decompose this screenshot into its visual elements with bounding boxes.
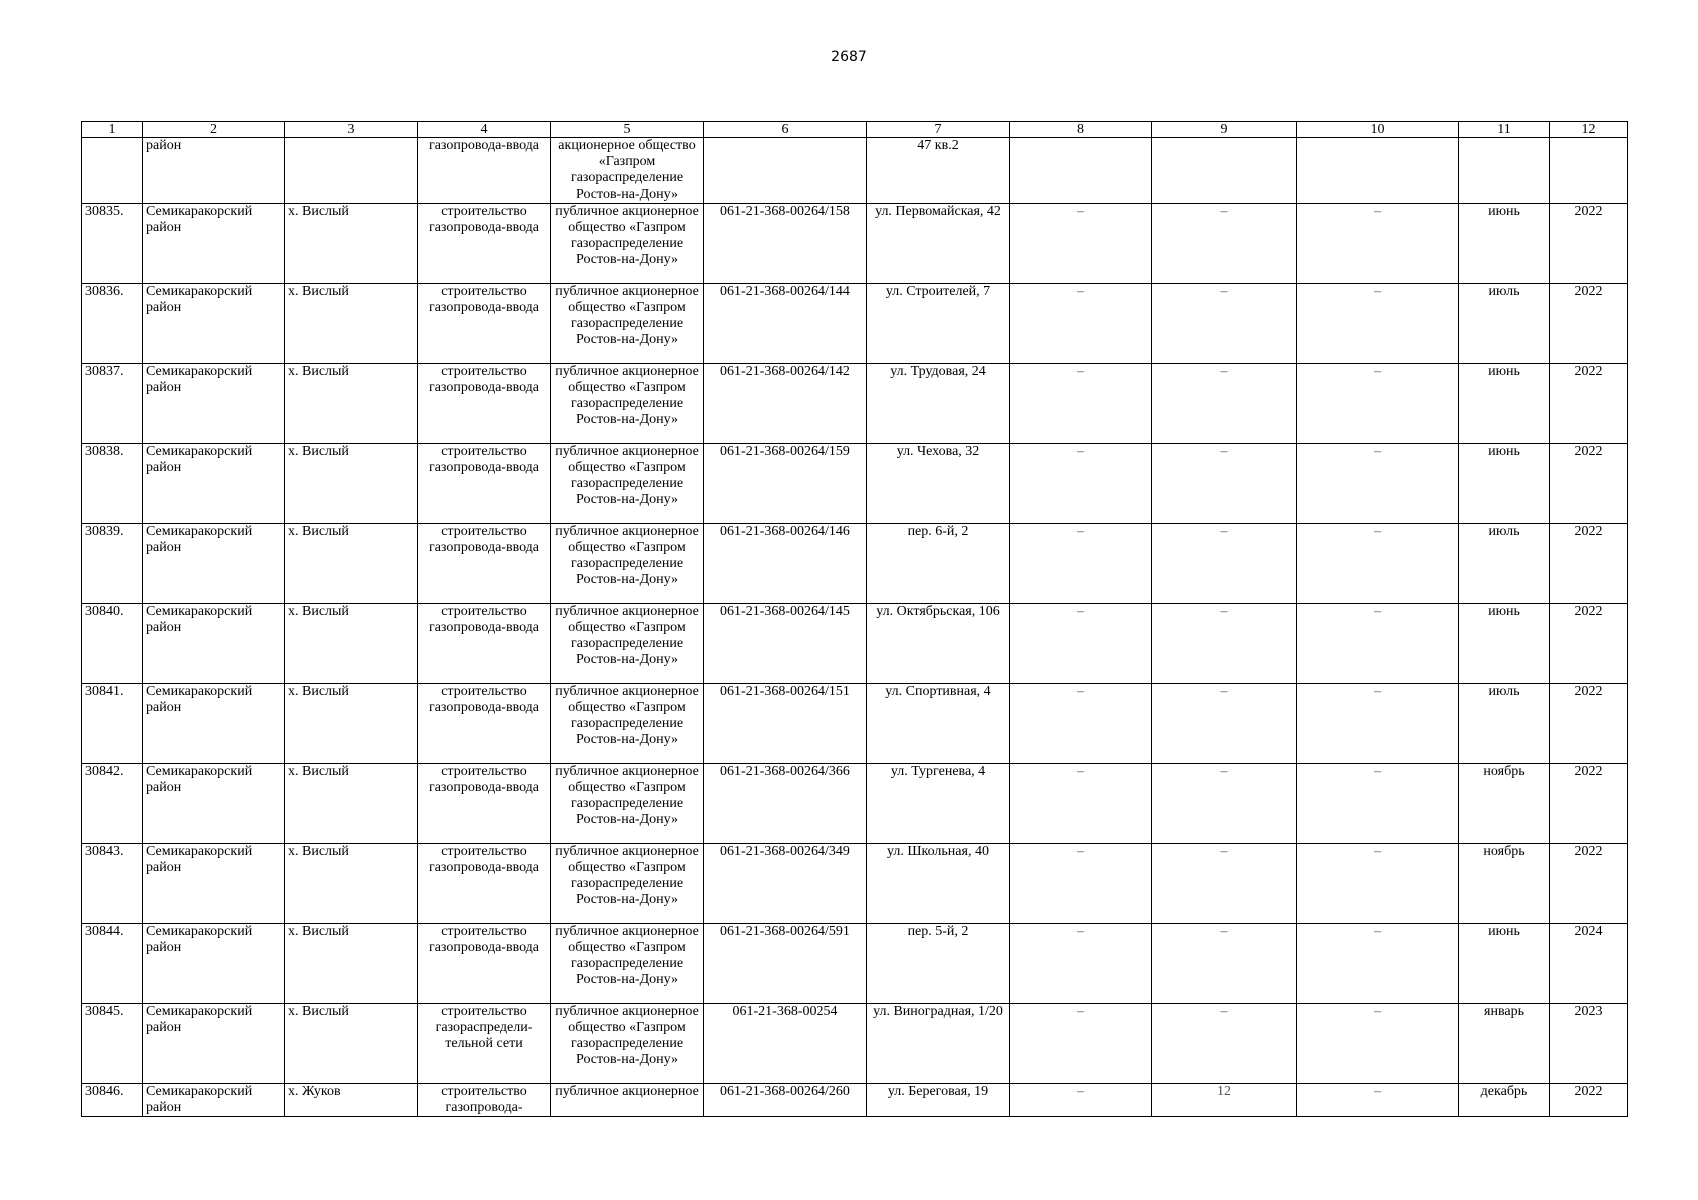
table-row xyxy=(82,843,1628,923)
table-row xyxy=(82,443,1628,523)
cell-num: 30839. xyxy=(82,523,143,603)
cell-work: строительство газопровода-ввода xyxy=(418,843,551,923)
cell-year: 2022 xyxy=(1550,1083,1628,1116)
cell-district: Семикаракорский район xyxy=(143,1083,285,1116)
cell-col8: – xyxy=(1010,363,1152,443)
cell-district: Семикаракорский район xyxy=(143,363,285,443)
cell-num: 30845. xyxy=(82,1003,143,1083)
cell-district: Семикаракорский район xyxy=(143,843,285,923)
cell-work: строительство газопровода-ввода xyxy=(418,283,551,363)
cell-col9 xyxy=(1152,138,1297,204)
table-row xyxy=(82,1083,1628,1116)
cell-month: ноябрь xyxy=(1459,843,1550,923)
cell-settlement: х. Вислый xyxy=(285,843,418,923)
column-header: 7 xyxy=(867,122,1010,138)
cell-year: 2022 xyxy=(1550,443,1628,523)
cell-col9: – xyxy=(1152,683,1297,763)
cell-address: ул. Школьная, 40 xyxy=(867,843,1010,923)
cell-code: 061-21-368-00264/591 xyxy=(704,923,867,1003)
cell-work: газопровода-ввода xyxy=(418,138,551,204)
cell-col10: – xyxy=(1297,763,1459,843)
cell-month: январь xyxy=(1459,1003,1550,1083)
cell-year: 2022 xyxy=(1550,363,1628,443)
cell-work: строительство газопровода- xyxy=(418,1083,551,1116)
cell-col10 xyxy=(1297,138,1459,204)
cell-district: Семикаракорский район xyxy=(143,763,285,843)
cell-settlement xyxy=(285,138,418,204)
cell-work: строительство газопровода-ввода xyxy=(418,363,551,443)
cell-operator: акционерное общество «Газпром газораспределение Ростов-на-Дону» xyxy=(551,138,704,204)
cell-address: пер. 5-й, 2 xyxy=(867,923,1010,1003)
cell-col10: – xyxy=(1297,1003,1459,1083)
cell-code: 061-21-368-00264/146 xyxy=(704,523,867,603)
table-row xyxy=(82,203,1628,283)
cell-address: ул. Трудовая, 24 xyxy=(867,363,1010,443)
cell-settlement: х. Вислый xyxy=(285,923,418,1003)
cell-operator: публичное акционерное xyxy=(551,1083,704,1116)
cell-operator: публичное акционерное общество «Газпром газораспределение Ростов-на-Дону» xyxy=(551,923,704,1003)
cell-col10: – xyxy=(1297,683,1459,763)
cell-col8: – xyxy=(1010,443,1152,523)
cell-operator: публичное акционерное общество «Газпром газораспределение Ростов-на-Дону» xyxy=(551,603,704,683)
cell-col9: 12 xyxy=(1152,1083,1297,1116)
cell-col9: – xyxy=(1152,843,1297,923)
cell-month: июль xyxy=(1459,683,1550,763)
cell-operator: публичное акционерное общество «Газпром газораспределение Ростов-на-Дону» xyxy=(551,683,704,763)
cell-col10: – xyxy=(1297,363,1459,443)
cell-address: ул. Чехова, 32 xyxy=(867,443,1010,523)
cell-district: Семикаракорский район xyxy=(143,683,285,763)
cell-year: 2023 xyxy=(1550,1003,1628,1083)
cell-code xyxy=(704,138,867,204)
cell-code: 061-21-368-00264/366 xyxy=(704,763,867,843)
cell-year: 2024 xyxy=(1550,923,1628,1003)
cell-address: ул. Октябрьская, 106 xyxy=(867,603,1010,683)
cell-col10: – xyxy=(1297,843,1459,923)
cell-col8: – xyxy=(1010,923,1152,1003)
column-header: 2 xyxy=(143,122,285,138)
cell-month: июнь xyxy=(1459,363,1550,443)
cell-col9: – xyxy=(1152,1003,1297,1083)
cell-col10: – xyxy=(1297,283,1459,363)
cell-col10: – xyxy=(1297,1083,1459,1116)
cell-col8: – xyxy=(1010,283,1152,363)
cell-settlement: х. Вислый xyxy=(285,443,418,523)
column-header: 9 xyxy=(1152,122,1297,138)
cell-code: 061-21-368-00254 xyxy=(704,1003,867,1083)
cell-col10: – xyxy=(1297,203,1459,283)
cell-district: район xyxy=(143,138,285,204)
cell-code: 061-21-368-00264/260 xyxy=(704,1083,867,1116)
page-number: 2687 xyxy=(831,49,867,65)
cell-year: 2022 xyxy=(1550,843,1628,923)
cell-settlement: х. Вислый xyxy=(285,603,418,683)
cell-month xyxy=(1459,138,1550,204)
cell-operator: публичное акционерное общество «Газпром газораспределение Ростов-на-Дону» xyxy=(551,1003,704,1083)
cell-work: строительство газораспредели-тельной сети xyxy=(418,1003,551,1083)
cell-operator: публичное акционерное общество «Газпром газораспределение Ростов-на-Дону» xyxy=(551,523,704,603)
cell-work: строительство газопровода-ввода xyxy=(418,203,551,283)
table-row xyxy=(82,763,1628,843)
cell-address: пер. 6-й, 2 xyxy=(867,523,1010,603)
cell-district: Семикаракорский район xyxy=(143,203,285,283)
cell-operator: публичное акционерное общество «Газпром газораспределение Ростов-на-Дону» xyxy=(551,363,704,443)
cell-operator: публичное акционерное общество «Газпром газораспределение Ростов-на-Дону» xyxy=(551,843,704,923)
cell-col8: – xyxy=(1010,763,1152,843)
cell-operator: публичное акционерное общество «Газпром газораспределение Ростов-на-Дону» xyxy=(551,443,704,523)
cell-operator: публичное акционерное общество «Газпром газораспределение Ростов-на-Дону» xyxy=(551,763,704,843)
column-number-row xyxy=(82,122,1628,138)
cell-year: 2022 xyxy=(1550,763,1628,843)
cell-num: 30837. xyxy=(82,363,143,443)
column-header: 1 xyxy=(82,122,143,138)
cell-settlement: х. Вислый xyxy=(285,203,418,283)
cell-year: 2022 xyxy=(1550,683,1628,763)
cell-num: 30838. xyxy=(82,443,143,523)
column-header: 5 xyxy=(551,122,704,138)
cell-address: ул. Тургенева, 4 xyxy=(867,763,1010,843)
cell-settlement: х. Жуков xyxy=(285,1083,418,1116)
cell-col8: – xyxy=(1010,843,1152,923)
cell-district: Семикаракорский район xyxy=(143,443,285,523)
cell-year xyxy=(1550,138,1628,204)
cell-code: 061-21-368-00264/144 xyxy=(704,283,867,363)
cell-code: 061-21-368-00264/158 xyxy=(704,203,867,283)
cell-settlement: х. Вислый xyxy=(285,363,418,443)
cell-col10: – xyxy=(1297,603,1459,683)
table-row xyxy=(82,523,1628,603)
column-header: 4 xyxy=(418,122,551,138)
cell-col8: – xyxy=(1010,1003,1152,1083)
cell-num: 30844. xyxy=(82,923,143,1003)
cell-num: 30843. xyxy=(82,843,143,923)
cell-operator: публичное акционерное общество «Газпром газораспределение Ростов-на-Дону» xyxy=(551,203,704,283)
cell-code: 061-21-368-00264/349 xyxy=(704,843,867,923)
cell-work: строительство газопровода-ввода xyxy=(418,763,551,843)
column-header: 12 xyxy=(1550,122,1628,138)
cell-settlement: х. Вислый xyxy=(285,523,418,603)
cell-col9: – xyxy=(1152,203,1297,283)
column-header: 11 xyxy=(1459,122,1550,138)
cell-work: строительство газопровода-ввода xyxy=(418,603,551,683)
cell-code: 061-21-368-00264/159 xyxy=(704,443,867,523)
cell-year: 2022 xyxy=(1550,203,1628,283)
cell-col8: – xyxy=(1010,203,1152,283)
column-header: 6 xyxy=(704,122,867,138)
cell-col10: – xyxy=(1297,443,1459,523)
cell-col8: – xyxy=(1010,683,1152,763)
cell-col9: – xyxy=(1152,603,1297,683)
cell-month: июль xyxy=(1459,283,1550,363)
table-row xyxy=(82,1003,1628,1083)
cell-num: 30842. xyxy=(82,763,143,843)
cell-operator: публичное акционерное общество «Газпром газораспределение Ростов-на-Дону» xyxy=(551,283,704,363)
cell-year: 2022 xyxy=(1550,603,1628,683)
cell-col10: – xyxy=(1297,923,1459,1003)
cell-col9: – xyxy=(1152,443,1297,523)
cell-settlement: х. Вислый xyxy=(285,763,418,843)
cell-col8: – xyxy=(1010,603,1152,683)
cell-num: 30846. xyxy=(82,1083,143,1116)
cell-num xyxy=(82,138,143,204)
table-row xyxy=(82,923,1628,1003)
column-header: 3 xyxy=(285,122,418,138)
cell-month: июнь xyxy=(1459,203,1550,283)
cell-district: Семикаракорский район xyxy=(143,1003,285,1083)
cell-col8: – xyxy=(1010,523,1152,603)
column-header: 10 xyxy=(1297,122,1459,138)
register-table xyxy=(81,121,1628,1117)
cell-col9: – xyxy=(1152,763,1297,843)
table-row xyxy=(82,363,1628,443)
cell-month: июнь xyxy=(1459,923,1550,1003)
cell-num: 30836. xyxy=(82,283,143,363)
table-row xyxy=(82,603,1628,683)
cell-address: ул. Первомайская, 42 xyxy=(867,203,1010,283)
cell-code: 061-21-368-00264/145 xyxy=(704,603,867,683)
cell-address: ул. Строителей, 7 xyxy=(867,283,1010,363)
cell-col9: – xyxy=(1152,283,1297,363)
cell-district: Семикаракорский район xyxy=(143,523,285,603)
cell-settlement: х. Вислый xyxy=(285,1003,418,1083)
cell-district: Семикаракорский район xyxy=(143,283,285,363)
cell-month: декабрь xyxy=(1459,1083,1550,1116)
cell-month: июль xyxy=(1459,523,1550,603)
cell-code: 061-21-368-00264/151 xyxy=(704,683,867,763)
cell-code: 061-21-368-00264/142 xyxy=(704,363,867,443)
cell-district: Семикаракорский район xyxy=(143,923,285,1003)
table-row xyxy=(82,283,1628,363)
cell-address: ул. Спортивная, 4 xyxy=(867,683,1010,763)
cell-settlement: х. Вислый xyxy=(285,683,418,763)
cell-address: ул. Виноградная, 1/20 xyxy=(867,1003,1010,1083)
cell-col10: – xyxy=(1297,523,1459,603)
table-row-continued xyxy=(82,138,1628,204)
cell-num: 30841. xyxy=(82,683,143,763)
cell-year: 2022 xyxy=(1550,283,1628,363)
cell-col9: – xyxy=(1152,363,1297,443)
cell-district: Семикаракорский район xyxy=(143,603,285,683)
cell-work: строительство газопровода-ввода xyxy=(418,923,551,1003)
cell-col9: – xyxy=(1152,523,1297,603)
cell-month: июнь xyxy=(1459,603,1550,683)
cell-work: строительство газопровода-ввода xyxy=(418,443,551,523)
column-header: 8 xyxy=(1010,122,1152,138)
cell-address: 47 кв.2 xyxy=(867,138,1010,204)
cell-col8 xyxy=(1010,138,1152,204)
cell-month: ноябрь xyxy=(1459,763,1550,843)
cell-num: 30835. xyxy=(82,203,143,283)
cell-work: строительство газопровода-ввода xyxy=(418,683,551,763)
cell-work: строительство газопровода-ввода xyxy=(418,523,551,603)
cell-col8: – xyxy=(1010,1083,1152,1116)
cell-year: 2022 xyxy=(1550,523,1628,603)
cell-month: июнь xyxy=(1459,443,1550,523)
table-row xyxy=(82,683,1628,763)
cell-address: ул. Береговая, 19 xyxy=(867,1083,1010,1116)
cell-num: 30840. xyxy=(82,603,143,683)
cell-col9: – xyxy=(1152,923,1297,1003)
cell-settlement: х. Вислый xyxy=(285,283,418,363)
